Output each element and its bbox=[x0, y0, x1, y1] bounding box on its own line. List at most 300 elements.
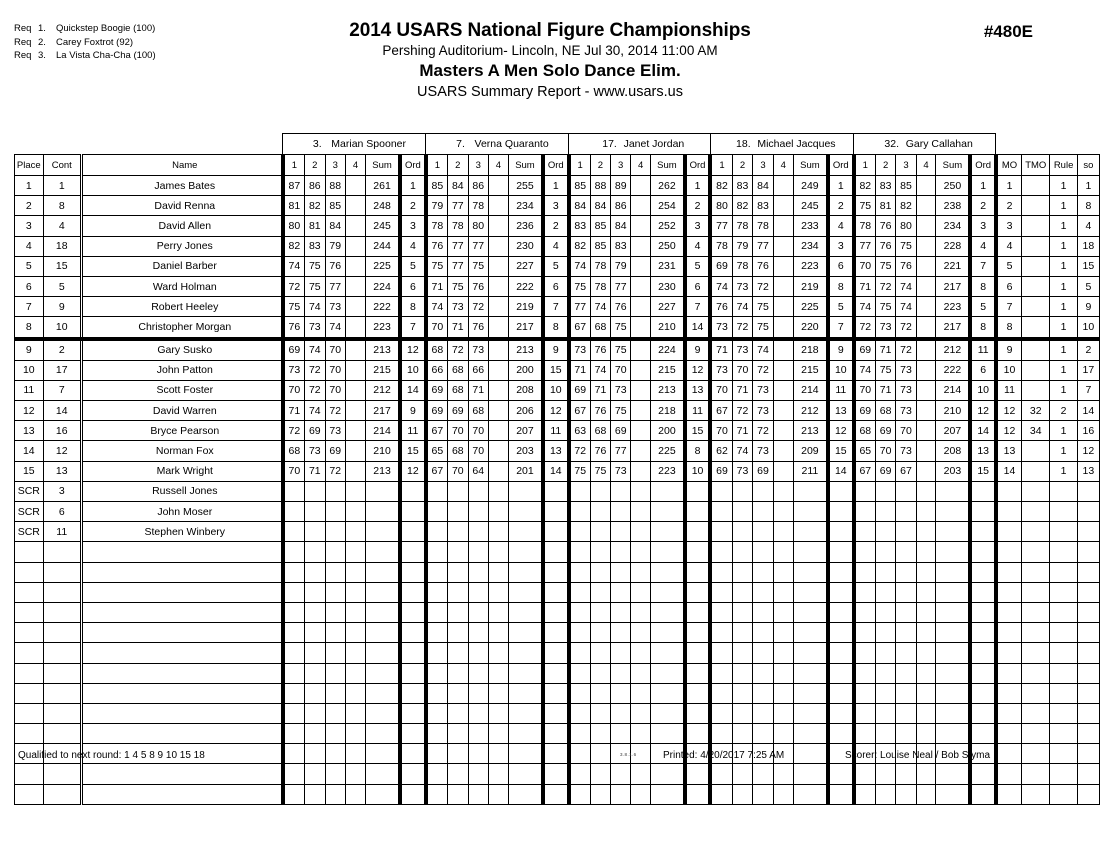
table-row[interactable] bbox=[15, 380, 1100, 400]
row-tmo bbox=[1022, 236, 1050, 256]
empty-score bbox=[916, 724, 936, 744]
empty-score bbox=[283, 643, 305, 663]
row-judge2-score4 bbox=[488, 421, 508, 441]
row-judge3-ord: 9 bbox=[685, 339, 710, 361]
table-row[interactable] bbox=[15, 502, 1100, 522]
empty-ord bbox=[828, 703, 854, 723]
empty-sum bbox=[936, 703, 970, 723]
row-judge3-sum: 227 bbox=[651, 297, 685, 317]
row-judge4-score3: 74 bbox=[753, 339, 773, 361]
row-skater-name: David Allen bbox=[81, 216, 282, 236]
row-judge5-score2: 71 bbox=[875, 380, 895, 400]
row-judge3-sum bbox=[651, 502, 685, 522]
empty-sum bbox=[651, 582, 685, 602]
table-row-empty[interactable] bbox=[15, 562, 1100, 582]
row-judge1-score1 bbox=[283, 522, 305, 542]
empty-ord bbox=[828, 663, 854, 683]
empty-sum bbox=[936, 542, 970, 562]
empty-ord bbox=[543, 602, 569, 622]
row-judge3-sum: 231 bbox=[651, 256, 685, 276]
empty-score bbox=[345, 582, 365, 602]
row-mo: 4 bbox=[996, 236, 1022, 256]
empty-score bbox=[426, 643, 448, 663]
row-judge1-score1: 81 bbox=[283, 196, 305, 216]
empty-score bbox=[710, 784, 732, 804]
row-judge5-score1: 74 bbox=[854, 360, 876, 380]
row-judge5-score3: 74 bbox=[896, 297, 916, 317]
empty-cont bbox=[43, 784, 81, 804]
row-judge5-score4 bbox=[916, 176, 936, 196]
row-judge5-score2: 76 bbox=[875, 216, 895, 236]
row-rule bbox=[1050, 481, 1077, 501]
empty-score bbox=[590, 562, 610, 582]
empty-score bbox=[590, 582, 610, 602]
row-judge4-score2: 82 bbox=[732, 196, 752, 216]
empty-sum bbox=[936, 683, 970, 703]
row-mo: 2 bbox=[996, 196, 1022, 216]
row-judge3-score4 bbox=[631, 236, 651, 256]
row-judge1-score4 bbox=[345, 360, 365, 380]
row-judge4-ord: 1 bbox=[828, 176, 854, 196]
column-header-judge3-score2: 2 bbox=[590, 155, 610, 176]
empty-score bbox=[305, 602, 325, 622]
empty-score bbox=[590, 542, 610, 562]
row-contestant-number: 1 bbox=[43, 176, 81, 196]
row-judge4-score3: 72 bbox=[753, 360, 773, 380]
empty-score bbox=[468, 663, 488, 683]
row-judge2-score2: 84 bbox=[448, 176, 468, 196]
row-judge1-score4 bbox=[345, 481, 365, 501]
row-judge4-sum bbox=[793, 502, 828, 522]
table-row-empty[interactable] bbox=[15, 724, 1100, 744]
row-skater-name: Bryce Pearson bbox=[81, 421, 282, 441]
qualified-next-round: Qualified to next round: 1 4 5 8 9 10 15 18 bbox=[18, 750, 205, 761]
row-judge1-score3: 69 bbox=[325, 441, 345, 461]
table-row[interactable] bbox=[15, 256, 1100, 276]
row-mo bbox=[996, 502, 1022, 522]
row-judge2-score1: 69 bbox=[426, 401, 448, 421]
empty-score bbox=[710, 663, 732, 683]
row-judge2-ord bbox=[543, 522, 569, 542]
row-judge1-score1: 74 bbox=[283, 256, 305, 276]
empty-score bbox=[875, 663, 895, 683]
column-header-cont: Cont bbox=[43, 155, 81, 176]
row-judge3-score1: 77 bbox=[569, 297, 591, 317]
row-judge4-ord: 6 bbox=[828, 256, 854, 276]
table-row[interactable] bbox=[15, 481, 1100, 501]
row-judge3-sum: 225 bbox=[651, 441, 685, 461]
row-judge5-score4 bbox=[916, 421, 936, 441]
empty-name bbox=[81, 724, 282, 744]
row-judge4-sum: 215 bbox=[793, 360, 828, 380]
row-judge4-score1: 71 bbox=[710, 339, 732, 361]
empty-ord bbox=[400, 602, 426, 622]
row-judge3-score3: 86 bbox=[611, 196, 631, 216]
row-judge3-score1: 74 bbox=[569, 256, 591, 276]
empty-score bbox=[732, 663, 752, 683]
row-judge1-score2: 75 bbox=[305, 256, 325, 276]
empty-score bbox=[325, 643, 345, 663]
empty-ord bbox=[543, 663, 569, 683]
row-judge2-ord: 9 bbox=[543, 339, 569, 361]
empty-score bbox=[611, 623, 631, 643]
empty-score bbox=[896, 602, 916, 622]
table-row[interactable] bbox=[15, 216, 1100, 236]
row-place: 7 bbox=[15, 297, 44, 317]
row-judge3-score1 bbox=[569, 502, 591, 522]
row-judge5-score3: 73 bbox=[896, 401, 916, 421]
row-place: 5 bbox=[15, 256, 44, 276]
row-so: 9 bbox=[1077, 297, 1099, 317]
row-judge2-score4 bbox=[488, 401, 508, 421]
empty-score bbox=[590, 643, 610, 663]
table-row-empty[interactable] bbox=[15, 602, 1100, 622]
empty-score bbox=[875, 582, 895, 602]
column-header-judge5-sum: Sum bbox=[936, 155, 970, 176]
row-judge1-score2: 69 bbox=[305, 421, 325, 441]
row-judge5-score3: 74 bbox=[896, 276, 916, 296]
row-rule bbox=[1050, 502, 1077, 522]
table-row[interactable] bbox=[15, 196, 1100, 216]
row-judge5-ord: 8 bbox=[970, 317, 996, 339]
row-judge1-score4 bbox=[345, 236, 365, 256]
table-row[interactable] bbox=[15, 360, 1100, 380]
row-place: 11 bbox=[15, 380, 44, 400]
empty-score bbox=[569, 562, 591, 582]
empty-score bbox=[916, 562, 936, 582]
empty-score bbox=[569, 542, 591, 562]
empty-ord bbox=[685, 623, 710, 643]
empty-rule bbox=[1050, 663, 1077, 683]
row-judge4-score1 bbox=[710, 502, 732, 522]
row-judge1-score2: 83 bbox=[305, 236, 325, 256]
row-skater-name: Russell Jones bbox=[81, 481, 282, 501]
row-judge4-score1: 67 bbox=[710, 401, 732, 421]
row-judge4-score1: 73 bbox=[710, 360, 732, 380]
table-row[interactable] bbox=[15, 421, 1100, 441]
row-judge4-sum: 219 bbox=[793, 276, 828, 296]
row-so: 10 bbox=[1077, 317, 1099, 339]
empty-sum bbox=[365, 602, 400, 622]
empty-sum bbox=[793, 643, 828, 663]
row-judge1-score3: 70 bbox=[325, 380, 345, 400]
row-judge3-score3: 89 bbox=[611, 176, 631, 196]
row-judge4-sum: 225 bbox=[793, 297, 828, 317]
row-judge4-ord: 2 bbox=[828, 196, 854, 216]
table-row[interactable] bbox=[15, 461, 1100, 481]
row-tmo bbox=[1022, 317, 1050, 339]
row-judge2-score3: 70 bbox=[468, 421, 488, 441]
row-judge4-score3: 83 bbox=[753, 196, 773, 216]
empty-score bbox=[305, 724, 325, 744]
row-judge5-score1: 74 bbox=[854, 297, 876, 317]
row-mo: 9 bbox=[996, 339, 1022, 361]
table-row[interactable] bbox=[15, 339, 1100, 361]
empty-so bbox=[1077, 784, 1099, 804]
empty-so bbox=[1077, 683, 1099, 703]
row-judge1-score2: 81 bbox=[305, 216, 325, 236]
requirement-label: Req bbox=[14, 50, 32, 61]
empty-sum bbox=[508, 703, 543, 723]
empty-ord bbox=[828, 623, 854, 643]
row-skater-name: Gary Susko bbox=[81, 339, 282, 361]
empty-score bbox=[325, 562, 345, 582]
empty-rule bbox=[1050, 784, 1077, 804]
row-judge1-sum: 214 bbox=[365, 421, 400, 441]
table-row[interactable] bbox=[15, 276, 1100, 296]
empty-score bbox=[854, 724, 876, 744]
row-judge1-sum: 225 bbox=[365, 256, 400, 276]
table-row-empty[interactable] bbox=[15, 643, 1100, 663]
empty-name bbox=[81, 703, 282, 723]
row-judge5-score2: 75 bbox=[875, 256, 895, 276]
row-judge2-score2: 70 bbox=[448, 461, 468, 481]
row-judge3-ord: 10 bbox=[685, 461, 710, 481]
judge-number: 7. bbox=[456, 138, 465, 150]
row-judge4-score2 bbox=[732, 481, 752, 501]
empty-name bbox=[81, 602, 282, 622]
empty-score bbox=[283, 602, 305, 622]
row-judge1-score3: 73 bbox=[325, 297, 345, 317]
empty-ord bbox=[828, 562, 854, 582]
row-judge4-score4 bbox=[773, 401, 793, 421]
empty-sum bbox=[793, 703, 828, 723]
row-judge1-score3 bbox=[325, 481, 345, 501]
column-header-judge3-score1: 1 bbox=[569, 155, 591, 176]
row-judge2-ord: 6 bbox=[543, 276, 569, 296]
empty-tmo bbox=[1022, 562, 1050, 582]
row-rule: 1 bbox=[1050, 297, 1077, 317]
row-judge4-sum: 214 bbox=[793, 380, 828, 400]
empty-so bbox=[1077, 724, 1099, 744]
row-judge2-score3: 68 bbox=[468, 401, 488, 421]
row-judge5-ord: 14 bbox=[970, 421, 996, 441]
empty-score bbox=[345, 602, 365, 622]
empty-sum bbox=[651, 724, 685, 744]
column-header-rule: Rule bbox=[1050, 155, 1077, 176]
empty-score bbox=[732, 643, 752, 663]
empty-score bbox=[753, 542, 773, 562]
row-contestant-number: 6 bbox=[43, 502, 81, 522]
empty-score bbox=[773, 582, 793, 602]
empty-score bbox=[875, 703, 895, 723]
empty-score bbox=[710, 724, 732, 744]
row-place: SCR bbox=[15, 522, 44, 542]
row-contestant-number: 16 bbox=[43, 421, 81, 441]
empty-score bbox=[426, 663, 448, 683]
empty-sum bbox=[365, 582, 400, 602]
empty-name bbox=[81, 562, 282, 582]
row-judge3-score2: 74 bbox=[590, 360, 610, 380]
row-tmo bbox=[1022, 256, 1050, 276]
empty-score bbox=[488, 703, 508, 723]
judge-number: 32. bbox=[884, 138, 899, 150]
row-judge2-score3: 73 bbox=[468, 339, 488, 361]
row-judge5-score2: 69 bbox=[875, 421, 895, 441]
row-judge1-score4 bbox=[345, 522, 365, 542]
empty-score bbox=[283, 562, 305, 582]
empty-sum bbox=[936, 623, 970, 643]
row-judge3-sum: 254 bbox=[651, 196, 685, 216]
empty-score bbox=[896, 582, 916, 602]
row-judge1-score4 bbox=[345, 256, 365, 276]
empty-tmo bbox=[1022, 582, 1050, 602]
row-judge3-score2: 78 bbox=[590, 256, 610, 276]
row-judge4-score2: 78 bbox=[732, 216, 752, 236]
empty-sum bbox=[651, 683, 685, 703]
table-row-empty[interactable] bbox=[15, 542, 1100, 562]
empty-so bbox=[1077, 703, 1099, 723]
row-judge5-sum bbox=[936, 522, 970, 542]
table-row[interactable] bbox=[15, 176, 1100, 196]
empty-score bbox=[916, 643, 936, 663]
empty-ord bbox=[400, 663, 426, 683]
empty-ord bbox=[543, 703, 569, 723]
table-row-empty[interactable] bbox=[15, 703, 1100, 723]
empty-score bbox=[896, 663, 916, 683]
row-judge5-score2: 83 bbox=[875, 176, 895, 196]
row-judge5-sum bbox=[936, 502, 970, 522]
row-mo: 3 bbox=[996, 216, 1022, 236]
empty-tmo bbox=[1022, 703, 1050, 723]
empty-score bbox=[325, 784, 345, 804]
row-judge4-ord bbox=[828, 481, 854, 501]
table-row[interactable] bbox=[15, 297, 1100, 317]
empty-score bbox=[710, 643, 732, 663]
empty-score bbox=[631, 784, 651, 804]
row-judge1-score4 bbox=[345, 421, 365, 441]
row-judge3-ord bbox=[685, 522, 710, 542]
empty-score bbox=[488, 582, 508, 602]
row-judge3-score2: 84 bbox=[590, 196, 610, 216]
row-judge5-ord: 1 bbox=[970, 176, 996, 196]
empty-ord bbox=[400, 683, 426, 703]
empty-ord bbox=[400, 623, 426, 643]
empty-score bbox=[488, 623, 508, 643]
row-judge2-score2: 73 bbox=[448, 297, 468, 317]
row-judge2-sum bbox=[508, 502, 543, 522]
row-judge2-score3: 86 bbox=[468, 176, 488, 196]
row-judge1-score2: 75 bbox=[305, 276, 325, 296]
table-row[interactable] bbox=[15, 401, 1100, 421]
empty-sum bbox=[508, 602, 543, 622]
empty-score bbox=[773, 724, 793, 744]
empty-ord bbox=[400, 784, 426, 804]
column-header-judge1-score2: 2 bbox=[305, 155, 325, 176]
row-judge4-score4 bbox=[773, 297, 793, 317]
table-row[interactable] bbox=[15, 236, 1100, 256]
empty-ord bbox=[828, 602, 854, 622]
judge-header-4 bbox=[710, 134, 853, 155]
table-row[interactable] bbox=[15, 317, 1100, 339]
row-judge5-score3: 82 bbox=[896, 196, 916, 216]
empty-sum bbox=[365, 784, 400, 804]
row-tmo bbox=[1022, 380, 1050, 400]
empty-score bbox=[732, 542, 752, 562]
row-judge2-score3: 64 bbox=[468, 461, 488, 481]
row-rule: 1 bbox=[1050, 360, 1077, 380]
row-judge5-score4 bbox=[916, 481, 936, 501]
empty-score bbox=[854, 643, 876, 663]
row-mo: 14 bbox=[996, 461, 1022, 481]
row-judge2-score1: 70 bbox=[426, 317, 448, 339]
row-judge3-score3 bbox=[611, 481, 631, 501]
empty-rule bbox=[1050, 643, 1077, 663]
empty-score bbox=[468, 683, 488, 703]
table-row-empty[interactable] bbox=[15, 582, 1100, 602]
row-judge2-score1: 69 bbox=[426, 380, 448, 400]
row-mo: 12 bbox=[996, 401, 1022, 421]
empty-mo bbox=[996, 582, 1022, 602]
row-judge1-score4 bbox=[345, 276, 365, 296]
judge-row-spacer bbox=[15, 134, 283, 155]
empty-mo bbox=[996, 542, 1022, 562]
row-skater-name: Norman Fox bbox=[81, 441, 282, 461]
row-judge2-score3 bbox=[468, 502, 488, 522]
row-so: 1 bbox=[1077, 176, 1099, 196]
row-judge2-sum: 230 bbox=[508, 236, 543, 256]
table-row[interactable] bbox=[15, 441, 1100, 461]
row-judge1-score3: 85 bbox=[325, 196, 345, 216]
row-judge5-sum: 250 bbox=[936, 176, 970, 196]
table-row[interactable] bbox=[15, 522, 1100, 542]
row-rule: 1 bbox=[1050, 276, 1077, 296]
empty-score bbox=[569, 724, 591, 744]
empty-score bbox=[590, 602, 610, 622]
table-row-empty[interactable] bbox=[15, 663, 1100, 683]
row-judge4-score3: 72 bbox=[753, 421, 773, 441]
row-judge4-score4 bbox=[773, 276, 793, 296]
empty-cont bbox=[43, 562, 81, 582]
row-judge2-sum: 208 bbox=[508, 380, 543, 400]
row-judge2-score1: 71 bbox=[426, 276, 448, 296]
row-judge3-score4 bbox=[631, 256, 651, 276]
row-contestant-number: 11 bbox=[43, 522, 81, 542]
row-judge5-ord: 5 bbox=[970, 297, 996, 317]
empty-score bbox=[773, 602, 793, 622]
row-judge2-score1 bbox=[426, 522, 448, 542]
empty-sum bbox=[365, 542, 400, 562]
table-row-empty[interactable] bbox=[15, 784, 1100, 804]
column-header-judge5-score4: 4 bbox=[916, 155, 936, 176]
row-judge4-ord: 15 bbox=[828, 441, 854, 461]
row-skater-name: Stephen Winbery bbox=[81, 522, 282, 542]
table-row-empty[interactable] bbox=[15, 683, 1100, 703]
empty-score bbox=[753, 784, 773, 804]
row-judge1-score1: 70 bbox=[283, 461, 305, 481]
row-judge5-score4 bbox=[916, 276, 936, 296]
row-judge4-sum: 213 bbox=[793, 421, 828, 441]
table-row-empty[interactable] bbox=[15, 623, 1100, 643]
row-judge3-score4 bbox=[631, 401, 651, 421]
judge-header-2 bbox=[426, 134, 569, 155]
judge-name: Michael Jacques bbox=[757, 138, 836, 150]
row-judge3-score2: 85 bbox=[590, 236, 610, 256]
judge-name: Verna Quaranto bbox=[474, 138, 549, 150]
row-judge3-score3: 77 bbox=[611, 441, 631, 461]
row-mo: 5 bbox=[996, 256, 1022, 276]
judge-number: 17. bbox=[602, 138, 617, 150]
row-judge5-ord bbox=[970, 481, 996, 501]
row-judge2-score1: 75 bbox=[426, 256, 448, 276]
empty-score bbox=[325, 623, 345, 643]
row-judge4-score3: 76 bbox=[753, 256, 773, 276]
row-judge3-score3: 70 bbox=[611, 360, 631, 380]
row-judge2-score4 bbox=[488, 522, 508, 542]
row-judge2-ord: 11 bbox=[543, 421, 569, 441]
row-judge4-score1: 80 bbox=[710, 196, 732, 216]
row-judge5-score3: 72 bbox=[896, 339, 916, 361]
